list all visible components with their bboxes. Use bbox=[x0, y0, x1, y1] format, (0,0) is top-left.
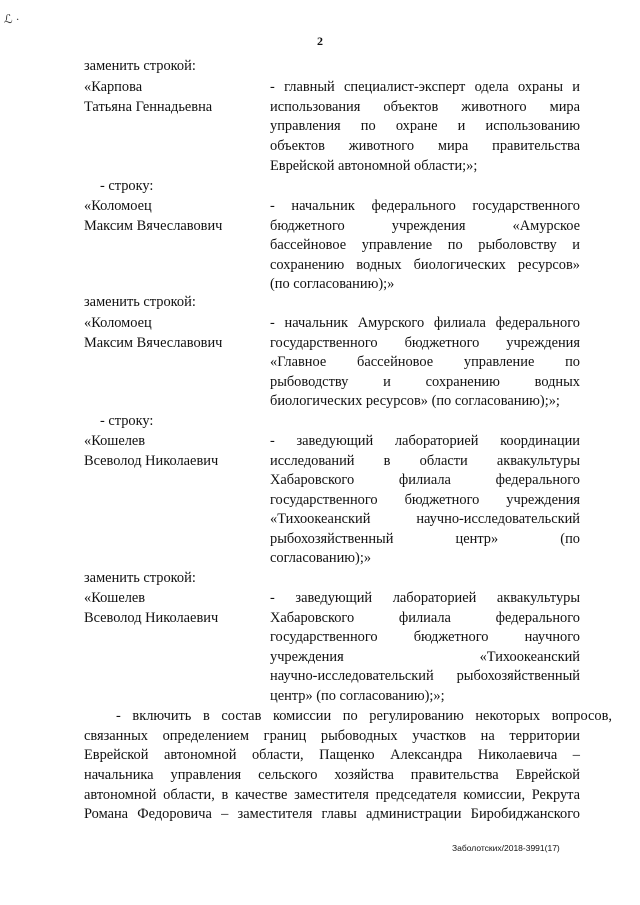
corner-handwriting: ℒ · bbox=[4, 12, 20, 26]
position-description-line: - заведующий лабораторией координации bbox=[270, 433, 580, 449]
position-description-line: сохранению водных биологических ресурсов» bbox=[270, 257, 580, 273]
person-name-line: заменить строкой: bbox=[84, 58, 196, 74]
position-description-line: научно-исследовательский рыбохозяйственный bbox=[270, 668, 580, 684]
paragraph-line: Романа Федоровича – заместителя главы администрации Биробиджанского bbox=[84, 806, 580, 822]
paragraph-line: Еврейской автономной области, Пащенко Александра Николаевича – bbox=[84, 747, 580, 763]
position-description-line: государственного бюджетного научного bbox=[270, 629, 580, 645]
person-name-line: заменить строкой: bbox=[84, 294, 196, 310]
paragraph-line: - включить в состав комиссии по регулированию некоторых вопросов, bbox=[116, 708, 612, 724]
position-description-line: бюджетного учреждения «Амурское bbox=[270, 218, 580, 234]
person-name-line: Всеволод Николаевич bbox=[84, 453, 219, 469]
paragraph-line: связанных определением границ рыбоводных участков на территории bbox=[84, 728, 580, 744]
position-description-line: - заведующий лабораторией аквакультуры bbox=[270, 590, 580, 606]
person-name-line: «Коломоец bbox=[84, 198, 152, 214]
person-name-line: «Кошелев bbox=[84, 433, 146, 449]
position-description-line: Хабаровского филиала федерального bbox=[270, 472, 580, 488]
position-description-line: управления по охране и использованию bbox=[270, 118, 580, 134]
person-name-line: «Карпова bbox=[84, 79, 143, 95]
paragraph-line: начальника управления сельского хозяйства правительства Еврейской bbox=[84, 767, 580, 783]
person-name-line: Максим Вячеславович bbox=[84, 218, 223, 234]
footer-reference: Заболотских/2018-3991(17) bbox=[452, 843, 560, 853]
position-description-line: Хабаровского филиала федерального bbox=[270, 610, 580, 626]
position-description-line: бассейновое управление по рыболовству и bbox=[270, 237, 580, 253]
position-description-line: - главный специалист-эксперт одела охраны и bbox=[270, 79, 580, 95]
position-description-line: «Главное бассейновое управление по bbox=[270, 354, 580, 370]
position-description-line: государственного бюджетного учреждения bbox=[270, 492, 580, 508]
page-number: 2 bbox=[317, 34, 323, 48]
person-name-line: Татьяна Геннадьевна bbox=[84, 99, 213, 115]
person-name-line: Максим Вячеславович bbox=[84, 335, 223, 351]
paragraph-line: автономной области, в качестве заместителя председателя комиссии, Рекрута bbox=[84, 787, 580, 803]
person-name-line: заменить строкой: bbox=[84, 570, 196, 586]
person-name-line: - строку: bbox=[100, 178, 154, 194]
position-description-line: биологических ресурсов» (по согласованию);»; bbox=[270, 393, 560, 409]
person-name-line: Всеволод Николаевич bbox=[84, 610, 219, 626]
position-description-line: Еврейской автономной области;»; bbox=[270, 158, 478, 174]
person-name-line: «Кошелев bbox=[84, 590, 146, 606]
position-description-line: - начальник Амурского филиала федерального bbox=[270, 315, 580, 331]
person-name-line: «Коломоец bbox=[84, 315, 152, 331]
position-description-line: согласованию);» bbox=[270, 550, 372, 566]
position-description-line: рыбохозяйственный центр» (по bbox=[270, 531, 580, 547]
position-description-line: «Тихоокеанский научно-исследовательский bbox=[270, 511, 580, 527]
position-description-line: рыбоводству и сохранению водных bbox=[270, 374, 580, 390]
position-description-line: исследований в области аквакультуры bbox=[270, 453, 580, 469]
position-description-line: (по согласованию);» bbox=[270, 276, 395, 292]
position-description-line: использования объектов животного мира bbox=[270, 99, 580, 115]
person-name-line: - строку: bbox=[100, 413, 154, 429]
position-description-line: - начальник федерального государственного bbox=[270, 198, 580, 214]
position-description-line: учреждения «Тихоокеанский bbox=[270, 649, 580, 665]
position-description-line: центр» (по согласованию);»; bbox=[270, 688, 445, 704]
position-description-line: государственного бюджетного учреждения bbox=[270, 335, 580, 351]
position-description-line: объектов животного мира правительства bbox=[270, 138, 580, 154]
